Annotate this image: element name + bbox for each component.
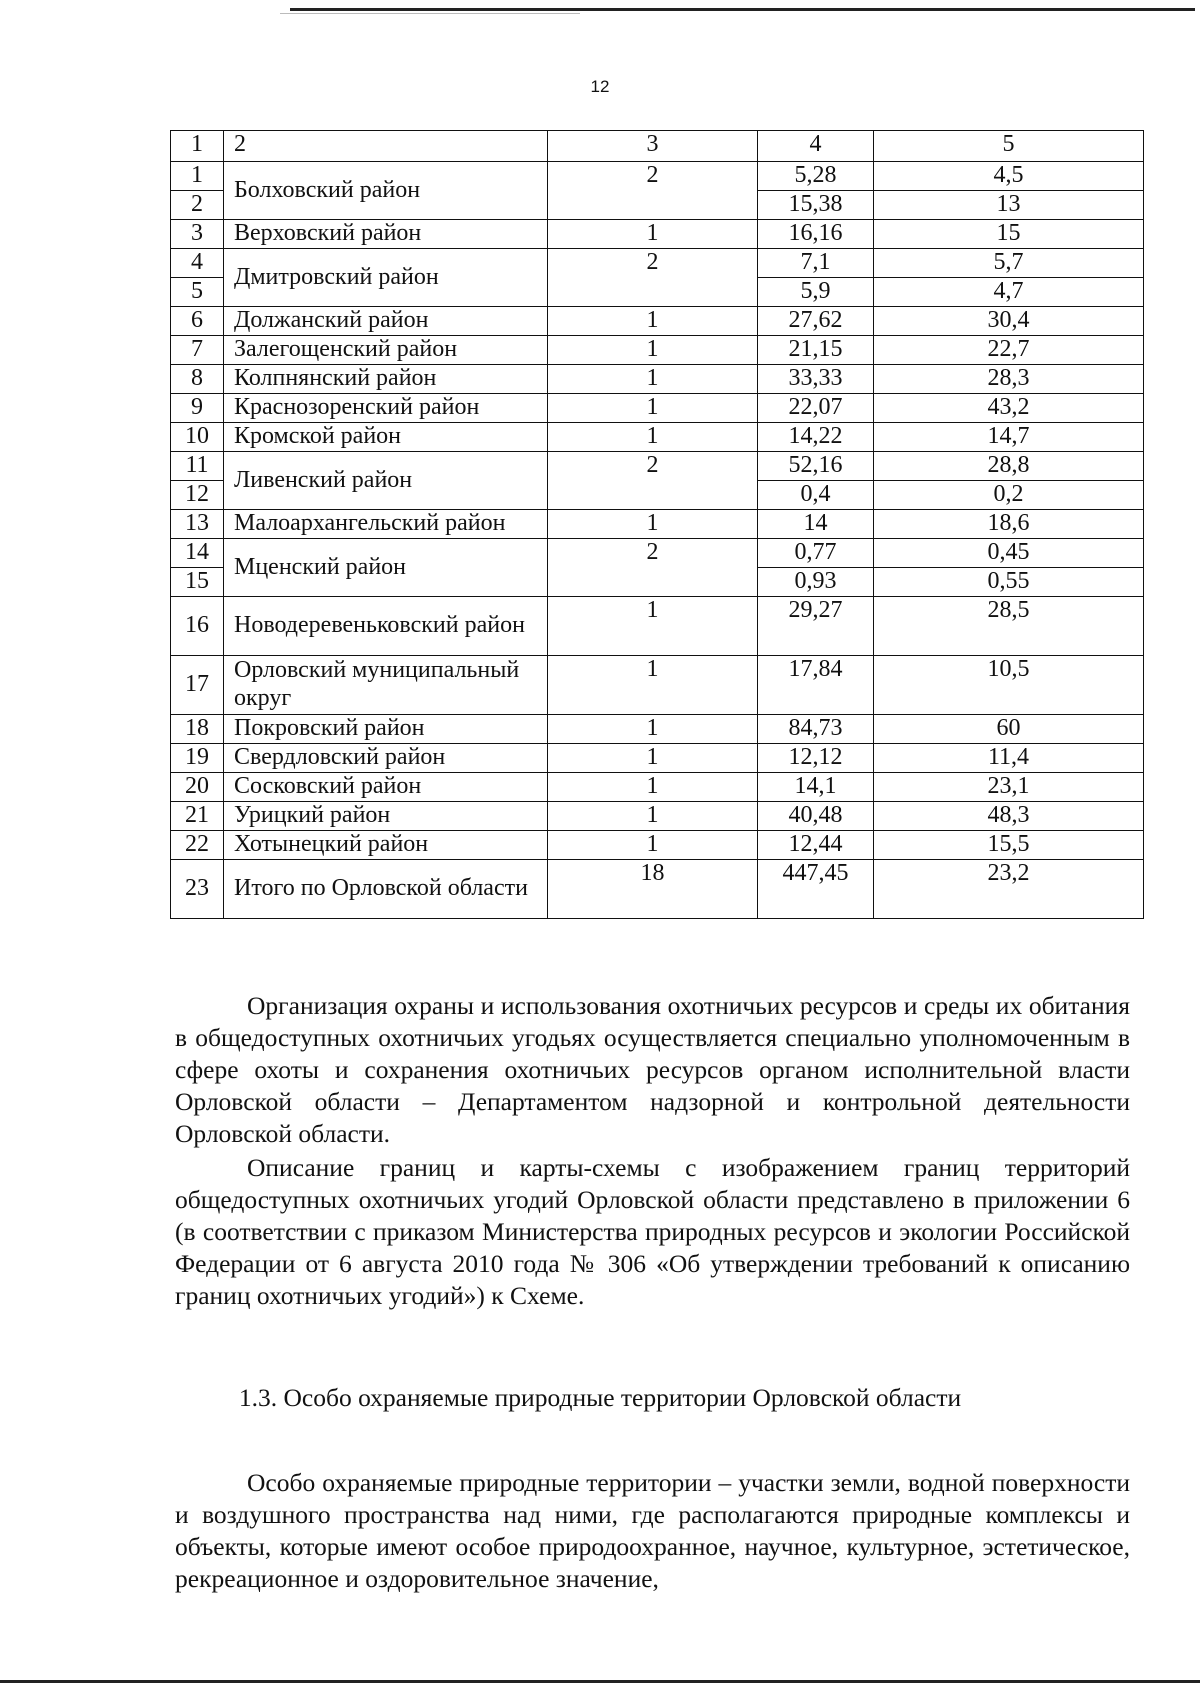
district-name: Дмитровский район <box>224 249 548 307</box>
row-number: 23 <box>171 860 224 919</box>
table-row <box>171 773 1144 802</box>
row-number: 22 <box>171 831 224 860</box>
table-row <box>171 656 1144 715</box>
share-value: 15 <box>874 220 1144 249</box>
area-value: 14 <box>758 510 874 539</box>
table-row <box>171 510 1144 539</box>
column-header-2: 2 <box>224 131 548 162</box>
row-number: 9 <box>171 394 224 423</box>
district-name: Краснозоренский район <box>224 394 548 423</box>
grounds-count: 1 <box>548 744 758 773</box>
share-value: 28,8 <box>874 452 1144 481</box>
area-value: 5,9 <box>758 278 874 307</box>
share-value: 5,7 <box>874 249 1144 278</box>
district-name: Урицкий район <box>224 802 548 831</box>
share-value: 23,1 <box>874 773 1144 802</box>
grounds-count: 1 <box>548 365 758 394</box>
table-body <box>171 131 1144 919</box>
row-number: 17 <box>171 656 224 715</box>
table-row <box>171 336 1144 365</box>
area-value: 0,93 <box>758 568 874 597</box>
row-number: 6 <box>171 307 224 336</box>
share-value: 28,3 <box>874 365 1144 394</box>
area-value: 14,1 <box>758 773 874 802</box>
row-number: 16 <box>171 597 224 656</box>
row-number: 12 <box>171 481 224 510</box>
paragraph-hunting-protection <box>175 990 1130 1150</box>
share-value: 18,6 <box>874 510 1144 539</box>
table-row <box>171 220 1144 249</box>
table-row <box>171 539 1144 568</box>
area-value: 16,16 <box>758 220 874 249</box>
row-number: 21 <box>171 802 224 831</box>
area-value: 84,73 <box>758 715 874 744</box>
grounds-count: 1 <box>548 715 758 744</box>
paragraph-boundaries <box>175 1152 1130 1312</box>
district-name: Свердловский район <box>224 744 548 773</box>
grounds-count: 2 <box>548 249 758 307</box>
share-value: 11,4 <box>874 744 1144 773</box>
area-value: 0,4 <box>758 481 874 510</box>
share-value: 43,2 <box>874 394 1144 423</box>
district-name: Колпнянский район <box>224 365 548 394</box>
share-value: 15,5 <box>874 831 1144 860</box>
area-value: 52,16 <box>758 452 874 481</box>
district-name: Верховский район <box>224 220 548 249</box>
grounds-count: 1 <box>548 597 758 656</box>
paragraph-text: Организация охраны и использования охотничьих ресурсов и среды их обитания в общедоступных охотничьих угодьях осуществляется специально уполномоченным в сфере охоты и сохранения охотничьих ресурсов органом исполнительной власти Орловской области – Департаментом надзорной и контрольной деятельности Орловской области. <box>175 991 1130 1148</box>
grounds-count: 1 <box>548 220 758 249</box>
top-faint-line <box>280 13 580 14</box>
row-number: 7 <box>171 336 224 365</box>
district-name: Болховский район <box>224 162 548 220</box>
grounds-count: 1 <box>548 831 758 860</box>
district-name: Мценский район <box>224 539 548 597</box>
grounds-count: 1 <box>548 656 758 715</box>
share-value: 60 <box>874 715 1144 744</box>
grounds-count: 1 <box>548 423 758 452</box>
share-value: 48,3 <box>874 802 1144 831</box>
share-value: 13 <box>874 191 1144 220</box>
column-header-5: 5 <box>874 131 1144 162</box>
area-value: 33,33 <box>758 365 874 394</box>
district-name: Сосковский район <box>224 773 548 802</box>
share-value: 23,2 <box>874 860 1144 919</box>
row-number: 2 <box>171 191 224 220</box>
area-value: 447,45 <box>758 860 874 919</box>
grounds-count: 1 <box>548 773 758 802</box>
row-number: 15 <box>171 568 224 597</box>
area-value: 40,48 <box>758 802 874 831</box>
grounds-count: 2 <box>548 452 758 510</box>
paragraph-text: Особо охраняемые природные территории – участки земли, водной поверхности и воздушного пространства над ними, где располагаются природные комплексы и объекты, которые имеют особое природоохранное, научное, культурное, эстетическое, рекреационное и оздоровительное значение, <box>175 1468 1130 1593</box>
share-value: 30,4 <box>874 307 1144 336</box>
table-row <box>171 452 1144 481</box>
district-name: Кромской район <box>224 423 548 452</box>
district-name: Залегощенский район <box>224 336 548 365</box>
row-number: 5 <box>171 278 224 307</box>
share-value: 0,2 <box>874 481 1144 510</box>
row-number: 4 <box>171 249 224 278</box>
grounds-count: 2 <box>548 162 758 220</box>
row-number: 3 <box>171 220 224 249</box>
area-value: 17,84 <box>758 656 874 715</box>
column-header-4: 4 <box>758 131 874 162</box>
share-value: 28,5 <box>874 597 1144 656</box>
district-name: Орловский муниципальный округ <box>224 656 548 715</box>
row-number: 19 <box>171 744 224 773</box>
district-name: Новодеревеньковский район <box>224 597 548 656</box>
share-value: 0,45 <box>874 539 1144 568</box>
area-value: 29,27 <box>758 597 874 656</box>
area-value: 15,38 <box>758 191 874 220</box>
area-value: 27,62 <box>758 307 874 336</box>
district-name: Должанский район <box>224 307 548 336</box>
grounds-count: 18 <box>548 860 758 919</box>
district-name: Хотынецкий район <box>224 831 548 860</box>
table-row <box>171 365 1144 394</box>
district-name: Итого по Орловской области <box>224 860 548 919</box>
district-name: Покровский район <box>224 715 548 744</box>
table-row <box>171 162 1144 191</box>
table-row <box>171 597 1144 656</box>
table-row <box>171 831 1144 860</box>
table-row <box>171 307 1144 336</box>
table-row <box>171 860 1144 919</box>
row-number: 11 <box>171 452 224 481</box>
top-border-line <box>290 8 1195 11</box>
row-number: 14 <box>171 539 224 568</box>
area-value: 14,22 <box>758 423 874 452</box>
share-value: 10,5 <box>874 656 1144 715</box>
paragraph-text: Описание границ и карты-схемы с изображением границ территорий общедоступных охотничьих угодий Орловской области представлено в приложении 6 (в соответствии с приказом Министерства природных ресурсов и экологии Российской Федерации от 6 августа 2010 года № 306 «Об утверждении требований к описанию границ охотничьих угодий») к Схеме. <box>175 1153 1130 1310</box>
row-number: 1 <box>171 162 224 191</box>
row-number: 20 <box>171 773 224 802</box>
table-row <box>171 249 1144 278</box>
table-row <box>171 715 1144 744</box>
row-number: 8 <box>171 365 224 394</box>
column-header-3: 3 <box>548 131 758 162</box>
table-header-row <box>171 131 1144 162</box>
row-number: 13 <box>171 510 224 539</box>
grounds-count: 1 <box>548 802 758 831</box>
grounds-count: 2 <box>548 539 758 597</box>
section-heading: 1.3. Особо охраняемые природные территории Орловской области <box>238 1383 962 1412</box>
share-value: 4,5 <box>874 162 1144 191</box>
area-value: 21,15 <box>758 336 874 365</box>
column-header-1: 1 <box>171 131 224 162</box>
hunting-grounds-table <box>170 130 1144 919</box>
row-number: 18 <box>171 715 224 744</box>
bottom-border-line <box>0 1680 1200 1683</box>
grounds-count: 1 <box>548 336 758 365</box>
share-value: 0,55 <box>874 568 1144 597</box>
grounds-count: 1 <box>548 394 758 423</box>
table-row <box>171 802 1144 831</box>
paragraph-protected-areas <box>175 1467 1130 1595</box>
area-value: 5,28 <box>758 162 874 191</box>
table-row <box>171 394 1144 423</box>
area-value: 7,1 <box>758 249 874 278</box>
district-name: Малоархангельский район <box>224 510 548 539</box>
area-value: 22,07 <box>758 394 874 423</box>
district-name: Ливенский район <box>224 452 548 510</box>
grounds-count: 1 <box>548 510 758 539</box>
table-row <box>171 744 1144 773</box>
area-value: 0,77 <box>758 539 874 568</box>
share-value: 4,7 <box>874 278 1144 307</box>
area-value: 12,44 <box>758 831 874 860</box>
page-number: 12 <box>590 77 610 96</box>
share-value: 14,7 <box>874 423 1144 452</box>
area-value: 12,12 <box>758 744 874 773</box>
share-value: 22,7 <box>874 336 1144 365</box>
table-row <box>171 423 1144 452</box>
grounds-count: 1 <box>548 307 758 336</box>
row-number: 10 <box>171 423 224 452</box>
